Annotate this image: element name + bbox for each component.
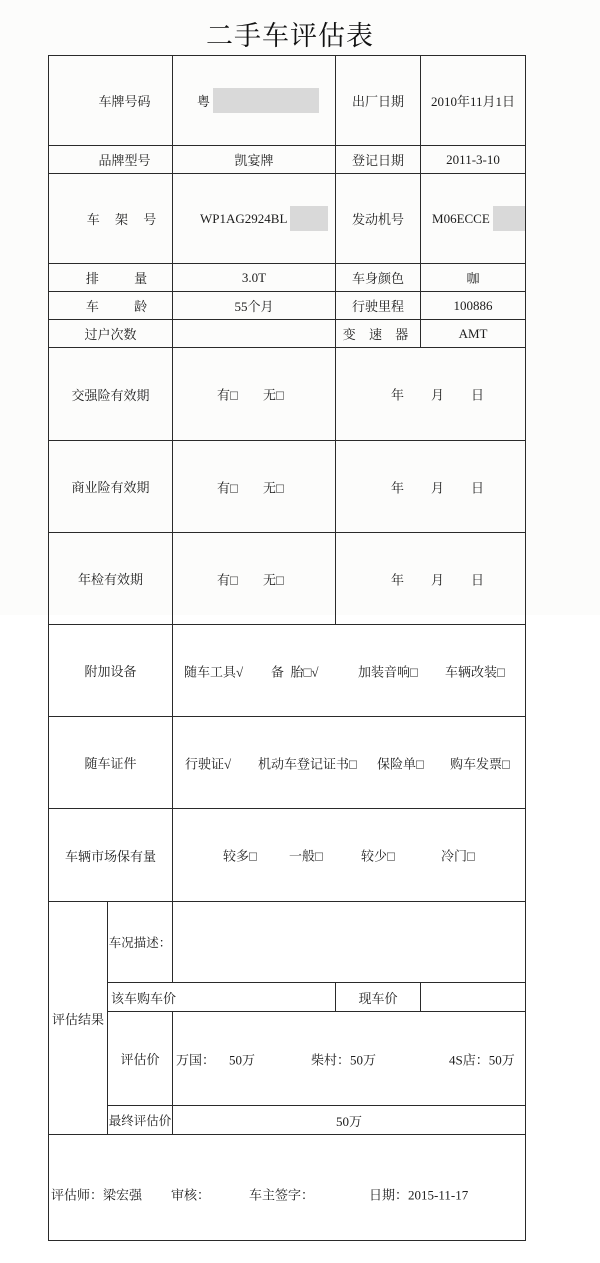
document-item: 机动车登记证书□ [258, 756, 357, 771]
manufacture-date-value: 2010年11月1日 [421, 56, 526, 146]
current-price-label: 现车价 [336, 983, 421, 1012]
date-wrap [336, 380, 525, 408]
row-prices [49, 983, 526, 1012]
compulsory-insurance-choice [173, 348, 336, 441]
yes-checkbox-text: 有□ [217, 572, 238, 587]
transfers-value [173, 320, 336, 348]
appraisal-value: 50万 [488, 1052, 515, 1067]
purchase-price-label: 该车购车价 [108, 983, 336, 1012]
equipment-wrap [173, 657, 525, 684]
mileage-value: 100886 [421, 292, 526, 320]
no-checkbox-text: 无□ [263, 480, 284, 495]
month-text: 月 [431, 387, 445, 403]
appraisal-entry [311, 1049, 376, 1068]
row-market [49, 809, 526, 902]
row-appraisal [49, 1012, 526, 1106]
date-wrap [336, 565, 525, 592]
row-displacement [49, 264, 526, 292]
choice-wrap [173, 380, 335, 408]
annual-inspection-label: 年检有效期 [49, 533, 173, 625]
month-text: 月 [431, 572, 445, 587]
appraisal-source: 4S店： [449, 1052, 489, 1067]
day-text: 日 [471, 572, 485, 587]
market-item: 较多□ [223, 848, 257, 864]
appraisal-value: 50万 [350, 1052, 377, 1067]
current-price-value [421, 983, 526, 1012]
market-label: 车辆市场保有量 [49, 809, 173, 902]
plate-value: 粤 [197, 94, 211, 109]
appraisal-value: 50万 [229, 1052, 256, 1067]
row-signatures [49, 1135, 526, 1241]
row-annual-inspection [49, 533, 526, 625]
appraisal-values [173, 1012, 526, 1106]
market-wrap [173, 841, 525, 869]
manufacture-date-label: 出厂日期 [336, 56, 421, 146]
document-item: 行驶证√ [185, 756, 232, 771]
row-age [49, 292, 526, 320]
appraisal-source: 柴村： [311, 1052, 351, 1067]
appraiser-entry [51, 1185, 142, 1204]
appraisal-entry [449, 1049, 515, 1068]
date-label: 日期： [369, 1187, 409, 1203]
month-text: 月 [431, 480, 445, 495]
body-color-label: 车身颜色 [336, 264, 421, 292]
transfers-label: 过户次数 [49, 320, 173, 348]
displacement-label: 排 量 [49, 264, 173, 292]
plate-label: 车牌号码 [49, 56, 173, 146]
document-item: 保险单□ [377, 756, 424, 771]
final-value: 50万 [173, 1106, 526, 1135]
no-checkbox-text: 无□ [263, 387, 284, 403]
transmission-value: AMT [421, 320, 526, 348]
row-final [49, 1106, 526, 1135]
date-entry [369, 1185, 468, 1204]
equipment-item: 随车工具√ [184, 664, 244, 679]
appraiser-label: 评估师： [51, 1187, 104, 1203]
row-brand [49, 146, 526, 174]
date-value: 2015-11-17 [408, 1187, 469, 1203]
equipment-item: 加装音响□ [358, 664, 418, 679]
signature-wrap [49, 1167, 525, 1208]
plate-value-wrap [173, 88, 335, 113]
row-plate [49, 56, 526, 146]
final-label: 最终评估价 [108, 1106, 173, 1135]
brand-model-value: 凯宴牌 [173, 146, 336, 174]
yes-checkbox-text: 有□ [217, 480, 238, 495]
plate-value-cell [173, 56, 336, 146]
owner-signature-label: 车主签字： [249, 1187, 315, 1203]
commercial-insurance-label: 商业险有效期 [49, 441, 173, 533]
choice-wrap [173, 473, 335, 500]
row-condition [49, 902, 526, 983]
no-checkbox-text: 无□ [263, 572, 284, 587]
year-text: 年 [391, 387, 405, 403]
appraisal-label: 评估价 [108, 1012, 173, 1106]
body-color-value: 咖 [421, 264, 526, 292]
engine-no-label: 发动机号 [336, 174, 421, 264]
year-text: 年 [391, 572, 405, 587]
equipment-label: 附加设备 [49, 625, 173, 717]
vin-value: WP1AG2924BL [200, 210, 288, 226]
plate-redaction [213, 88, 319, 113]
engine-no-redaction [493, 206, 525, 231]
form-title: 二手车评估表 [206, 21, 374, 51]
yes-checkbox-text: 有□ [217, 387, 238, 403]
condition-label: 车况描述： [108, 902, 173, 983]
equipment-item: 车辆改装□ [445, 664, 505, 679]
equipment-item: 备 胎□√ [271, 664, 319, 679]
displacement-value: 3.0T [173, 264, 336, 292]
brand-model-label: 品牌型号 [49, 146, 173, 174]
engine-no-value-cell [421, 174, 526, 264]
date-wrap [336, 473, 525, 500]
compulsory-insurance-date [336, 348, 526, 441]
transmission-label: 变 速 器 [336, 320, 421, 348]
row-transfers [49, 320, 526, 348]
compulsory-insurance-label: 交强险有效期 [49, 348, 173, 441]
year-text: 年 [391, 480, 405, 495]
documents-label: 随车证件 [49, 717, 173, 809]
row-compulsory-insurance [49, 348, 526, 441]
commercial-insurance-choice [173, 441, 336, 533]
mileage-label: 行驶里程 [336, 292, 421, 320]
day-text: 日 [471, 480, 485, 495]
choice-wrap [173, 565, 335, 592]
appraiser-name: 梁宏强 [103, 1187, 143, 1203]
row-vin [49, 174, 526, 264]
equipment-items [173, 625, 526, 717]
evaluation-label: 评估结果 [49, 902, 108, 1135]
appraisal-source: 万国： [176, 1052, 216, 1067]
engine-no-value-wrap [421, 206, 525, 231]
engine-no-value: M06ECCE [432, 210, 490, 226]
vin-value-cell [173, 174, 336, 264]
registration-date-value: 2011-3-10 [421, 146, 526, 174]
vin-redaction [290, 206, 328, 231]
day-text: 日 [471, 387, 485, 403]
row-equipment [49, 625, 526, 717]
vin-value-wrap [173, 206, 335, 231]
market-item: 一般□ [289, 848, 323, 864]
age-value: 55个月 [173, 292, 336, 320]
row-commercial-insurance [49, 441, 526, 533]
market-item: 较少□ [361, 848, 395, 864]
document-item: 购车发票□ [450, 756, 510, 771]
signature-cell [49, 1135, 526, 1241]
evaluation-table [48, 55, 526, 1241]
registration-date-label: 登记日期 [336, 146, 421, 174]
row-documents [49, 717, 526, 809]
reviewer-label: 审核： [171, 1187, 211, 1203]
market-item: 冷门□ [441, 848, 475, 864]
vin-label: 车 架 号 [49, 174, 173, 264]
documents-wrap [173, 749, 525, 776]
age-label: 车 龄 [49, 292, 173, 320]
annual-inspection-choice [173, 533, 336, 625]
appraisal-wrap [173, 1044, 525, 1073]
